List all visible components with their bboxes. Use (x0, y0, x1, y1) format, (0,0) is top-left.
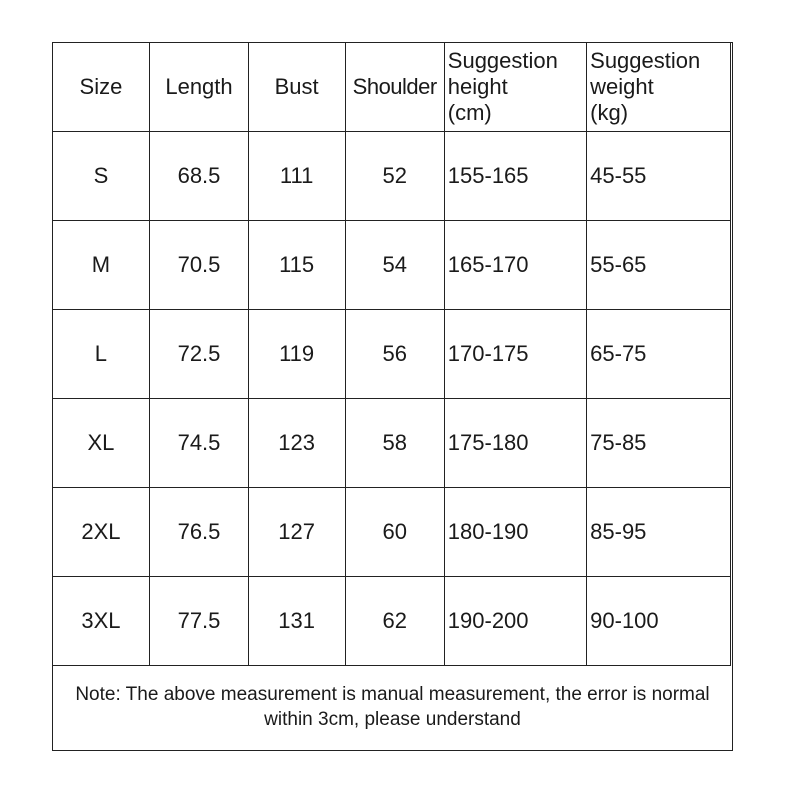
header-size: Size (52, 42, 150, 131)
cell-shoulder: 60 (345, 487, 444, 576)
cell-height: 170-175 (444, 309, 586, 398)
cell-length: 72.5 (150, 309, 248, 398)
header-weight-line1: Suggestion (590, 47, 701, 73)
cell-size: 3XL (52, 576, 150, 665)
cell-height: 180-190 (444, 487, 586, 576)
cell-length: 76.5 (150, 487, 248, 576)
cell-length: 70.5 (150, 220, 248, 309)
header-suggestion-height (444, 42, 586, 131)
cell-bust: 115 (248, 220, 345, 309)
cell-shoulder: 56 (345, 309, 444, 398)
header-weight-line2: weight (590, 73, 654, 99)
cell-height: 165-170 (444, 220, 586, 309)
header-row (52, 42, 730, 131)
table-row (52, 576, 730, 665)
header-height-line2: height (447, 73, 508, 99)
cell-size: L (52, 309, 150, 398)
cell-bust: 131 (248, 576, 345, 665)
cell-height: 155-165 (444, 131, 586, 220)
cell-weight: 85-95 (587, 487, 730, 576)
size-table (52, 42, 731, 666)
table-row (52, 131, 730, 220)
table-row (52, 309, 730, 398)
header-weight-line3: (kg) (590, 99, 629, 125)
header-bust: Bust (248, 42, 345, 131)
size-chart (52, 42, 733, 751)
cell-bust: 127 (248, 487, 345, 576)
cell-length: 77.5 (150, 576, 248, 665)
cell-size: XL (52, 398, 150, 487)
cell-weight: 65-75 (587, 309, 730, 398)
cell-bust: 111 (248, 131, 345, 220)
header-shoulder: Shoulder (345, 42, 444, 131)
cell-shoulder: 52 (345, 131, 444, 220)
cell-length: 68.5 (150, 131, 248, 220)
cell-shoulder: 58 (345, 398, 444, 487)
cell-length: 74.5 (150, 398, 248, 487)
cell-bust: 119 (248, 309, 345, 398)
cell-weight: 55-65 (587, 220, 730, 309)
cell-size: S (52, 131, 150, 220)
measurement-note (53, 664, 732, 750)
table-row (52, 220, 730, 309)
cell-height: 175-180 (444, 398, 586, 487)
cell-bust: 123 (248, 398, 345, 487)
cell-weight: 75-85 (587, 398, 730, 487)
header-suggestion-weight (587, 42, 730, 131)
header-height-line1: Suggestion (447, 47, 558, 73)
table-row (52, 398, 730, 487)
table-row (52, 487, 730, 576)
cell-shoulder: 54 (345, 220, 444, 309)
cell-size: 2XL (52, 487, 150, 576)
cell-weight: 45-55 (587, 131, 730, 220)
cell-shoulder: 62 (345, 576, 444, 665)
cell-weight: 90-100 (587, 576, 730, 665)
header-height-line3: (cm) (447, 99, 492, 125)
note-text: Note: The above measurement is manual measurement, the error is normal within 3cm, please understand (75, 684, 710, 730)
header-length: Length (150, 42, 248, 131)
cell-height: 190-200 (444, 576, 586, 665)
cell-size: M (52, 220, 150, 309)
